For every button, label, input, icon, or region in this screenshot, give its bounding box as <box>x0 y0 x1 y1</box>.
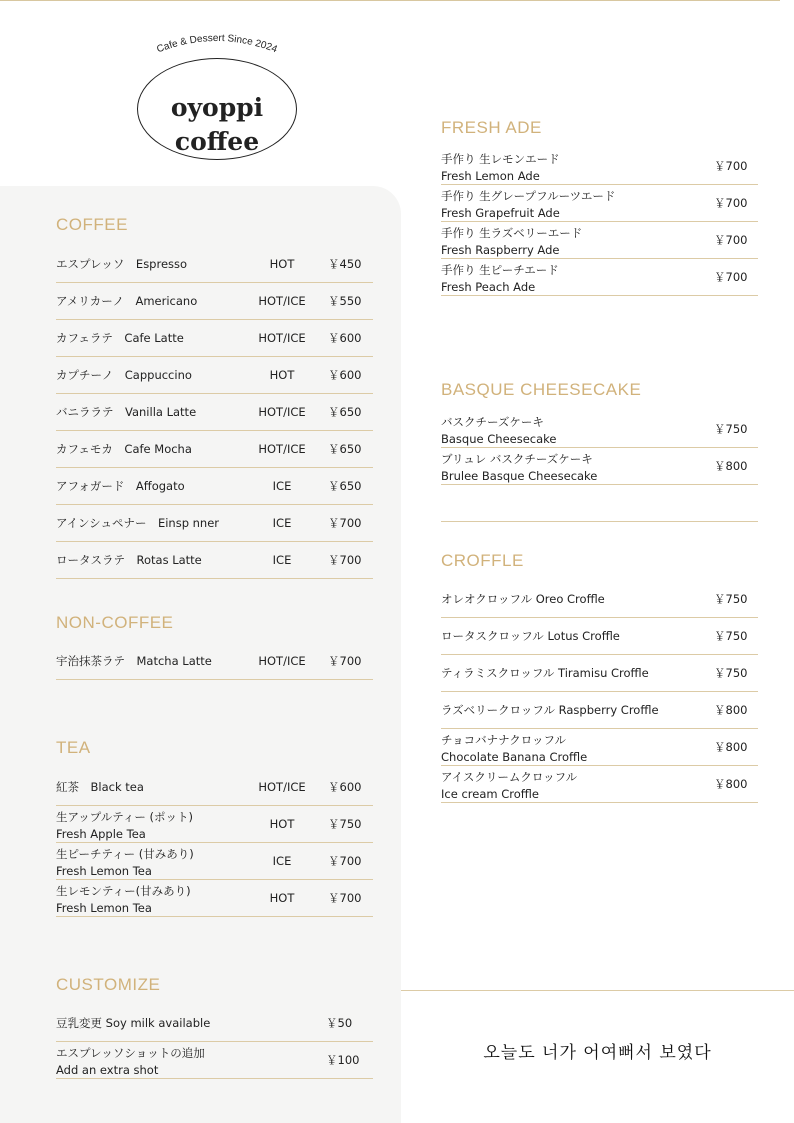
item-name-main: 手作り 生ラズベリーエード <box>441 226 583 240</box>
item-price: ￥600 <box>328 331 362 345</box>
item-name <box>441 618 620 655</box>
item-name-sub: Brulee Basque Cheesecake <box>441 469 598 483</box>
menu-row <box>56 468 373 505</box>
item-name-sub: Fresh Lemon Tea <box>56 864 152 878</box>
item-temperature: ICE <box>272 553 292 567</box>
item-name-main: アイスクリームクロッフル <box>441 770 578 784</box>
top-rule <box>0 0 780 1</box>
item-price: ￥700 <box>328 654 362 668</box>
item-name <box>56 357 192 394</box>
item-name-main: 紅茶 Black tea <box>56 780 144 794</box>
item-name <box>56 769 144 806</box>
section-title-coffee: COFFEE <box>56 215 128 234</box>
menu-row <box>56 880 373 917</box>
menu-row <box>441 185 758 222</box>
item-price: ￥650 <box>328 442 362 456</box>
item-name-main: ラズベリークロッフル Raspberry Croffle <box>441 703 659 717</box>
item-price: ￥600 <box>328 368 362 382</box>
item-name-sub: Fresh Raspberry Ade <box>441 243 560 257</box>
section-divider <box>441 521 758 522</box>
menu-row <box>56 542 373 579</box>
item-price: ￥700 <box>328 854 362 868</box>
slogan: 오늘도 너가 어여뻐서 보였다 <box>483 1043 712 1063</box>
item-name-main: アフォガード Affogato <box>56 479 185 493</box>
section-title-customize: CUSTOMIZE <box>56 975 161 994</box>
item-name-sub: Add an extra shot <box>56 1063 159 1077</box>
item-temperature: ICE <box>272 516 292 530</box>
footer-divider <box>401 990 794 991</box>
item-name-main: 手作り 生グレープフルーツエード <box>441 189 616 203</box>
item-name-main: 生アップルティー (ポット) <box>56 810 193 824</box>
menu-row <box>441 259 758 296</box>
item-name-main: ブリュレ バスクチーズケーキ <box>441 452 593 466</box>
item-name-sub: Fresh Lemon Ade <box>441 169 540 183</box>
item-temperature: HOT/ICE <box>258 294 306 308</box>
menu-row <box>441 581 758 618</box>
item-name <box>441 581 605 618</box>
section-title-croffle: CROFFLE <box>441 551 524 570</box>
menu-row <box>441 618 758 655</box>
menu-row <box>56 431 373 468</box>
item-name-sub: Ice cream Croffle <box>441 787 539 801</box>
item-price: ￥750 <box>714 666 748 680</box>
item-price: ￥800 <box>714 740 748 754</box>
menu-row <box>56 843 373 880</box>
item-temperature: ICE <box>272 854 292 868</box>
item-price: ￥750 <box>714 629 748 643</box>
menu-row <box>56 1042 373 1079</box>
item-name <box>56 643 212 680</box>
item-name-main: ロータスラテ Rotas Latte <box>56 553 202 567</box>
menu-row <box>56 283 373 320</box>
item-name-main: エスプレッソショットの追加 <box>56 1046 205 1060</box>
item-name-sub: Fresh Apple Tea <box>56 827 146 841</box>
item-name-sub: Chocolate Banana Croffle <box>441 750 588 764</box>
item-price: ￥750 <box>714 422 748 436</box>
item-name-main: チョコバナナクロッフル <box>441 733 567 747</box>
item-name-main: ロータスクロッフル Lotus Croffle <box>441 629 620 643</box>
menu-row <box>56 320 373 357</box>
item-price: ￥700 <box>328 516 362 530</box>
item-name <box>56 468 185 505</box>
item-price: ￥750 <box>328 817 362 831</box>
menu-row <box>441 411 758 448</box>
item-temperature: HOT <box>269 368 295 382</box>
item-name-main: 豆乳変更 Soy milk available <box>56 1016 211 1030</box>
item-price: ￥700 <box>328 553 362 567</box>
item-price: ￥700 <box>714 159 748 173</box>
logo <box>132 24 302 164</box>
item-name-main: ティラミスクロッフル Tiramisu Croffle <box>441 666 649 680</box>
menu-row <box>56 643 373 680</box>
menu-row <box>56 357 373 394</box>
item-name <box>56 884 191 916</box>
menu-row <box>441 222 758 259</box>
item-name <box>441 733 587 765</box>
item-name <box>56 246 187 283</box>
item-price: ￥700 <box>328 891 362 905</box>
item-temperature: HOT <box>269 817 295 831</box>
item-price: ￥650 <box>328 479 362 493</box>
item-name <box>56 505 219 542</box>
item-price: ￥800 <box>714 703 748 717</box>
item-name-sub: Fresh Lemon Tea <box>56 901 152 915</box>
item-name-main: 生レモンティー(甘みあり) <box>56 884 191 898</box>
item-price: ￥800 <box>714 777 748 791</box>
menu-row <box>56 1005 373 1042</box>
item-name-main: 宇治抹茶ラテ Matcha Latte <box>56 654 212 668</box>
item-name-sub: Fresh Peach Ade <box>441 280 536 294</box>
item-price: ￥450 <box>328 257 362 271</box>
item-price: ￥750 <box>714 592 748 606</box>
item-price: ￥50 <box>326 1016 353 1030</box>
item-price: ￥700 <box>714 196 748 210</box>
item-name <box>56 320 184 357</box>
menu-row <box>56 806 373 843</box>
item-temperature: HOT <box>269 257 295 271</box>
menu-row <box>56 505 373 542</box>
item-name <box>56 1005 210 1042</box>
item-name <box>56 394 196 431</box>
item-name <box>441 226 582 258</box>
item-name <box>441 692 659 729</box>
item-name <box>441 152 560 184</box>
item-name <box>441 415 556 447</box>
section-title-tea: TEA <box>56 738 91 757</box>
item-temperature: HOT/ICE <box>258 654 306 668</box>
item-temperature: HOT/ICE <box>258 780 306 794</box>
item-price: ￥650 <box>328 405 362 419</box>
menu-row <box>441 692 758 729</box>
section-title-basque: BASQUE CHEESECAKE <box>441 380 642 399</box>
item-name-main: カフェラテ Cafe Latte <box>56 331 184 345</box>
item-temperature: HOT/ICE <box>258 331 306 345</box>
item-temperature: HOT <box>269 891 295 905</box>
item-name-sub: Basque Cheesecake <box>441 432 557 446</box>
item-name-main: バニララテ Vanilla Latte <box>56 405 197 419</box>
item-name-main: カフェモカ Cafe Mocha <box>56 442 192 456</box>
item-name-sub: Fresh Grapefruit Ade <box>441 206 560 220</box>
item-name <box>56 283 197 320</box>
item-price: ￥550 <box>328 294 362 308</box>
item-name <box>56 431 192 468</box>
item-name-main: 手作り 生レモンエード <box>441 152 560 166</box>
logo-word-2: coffee <box>174 127 260 156</box>
item-name <box>441 452 597 484</box>
section-title-fresh-ade: FRESH ADE <box>441 118 542 137</box>
menu-row <box>56 394 373 431</box>
item-name-main: オレオクロッフル Oreo Croffle <box>441 592 605 606</box>
item-name <box>56 542 202 579</box>
item-price: ￥100 <box>326 1053 360 1067</box>
item-price: ￥600 <box>328 780 362 794</box>
item-price: ￥700 <box>714 233 748 247</box>
item-name-main: 生ピーチティー (甘みあり) <box>56 847 194 861</box>
logo-word-1: oyoppi <box>170 93 264 122</box>
section-title-non-coffee: NON-COFFEE <box>56 613 174 632</box>
item-name <box>441 770 577 802</box>
item-name-main: アメリカーノ Americano <box>56 294 198 308</box>
item-price: ￥800 <box>714 459 748 473</box>
item-name-main: アインシュペナー Einsp nner <box>56 516 220 530</box>
item-name-main: エスプレッソ Espresso <box>56 257 188 271</box>
menu-row <box>56 769 373 806</box>
item-name-main: バスクチーズケーキ <box>441 415 544 429</box>
logo-tagline: Cafe & Dessert Since 2024 <box>155 32 279 56</box>
item-name <box>56 810 193 842</box>
item-temperature: ICE <box>272 479 292 493</box>
menu-row <box>441 729 758 766</box>
item-temperature: HOT/ICE <box>258 442 306 456</box>
menu-row <box>56 246 373 283</box>
item-name-main: 手作り 生ピーチエード <box>441 263 559 277</box>
menu-row <box>441 655 758 692</box>
item-price: ￥700 <box>714 270 748 284</box>
item-name <box>56 1046 205 1078</box>
item-name <box>56 847 194 879</box>
menu-row <box>441 448 758 485</box>
menu-row <box>441 766 758 803</box>
item-name <box>441 263 559 295</box>
item-name-main: カプチーノ Cappuccino <box>56 368 192 382</box>
item-name <box>441 655 649 692</box>
menu-row <box>441 148 758 185</box>
item-name <box>441 189 615 221</box>
item-temperature: HOT/ICE <box>258 405 306 419</box>
